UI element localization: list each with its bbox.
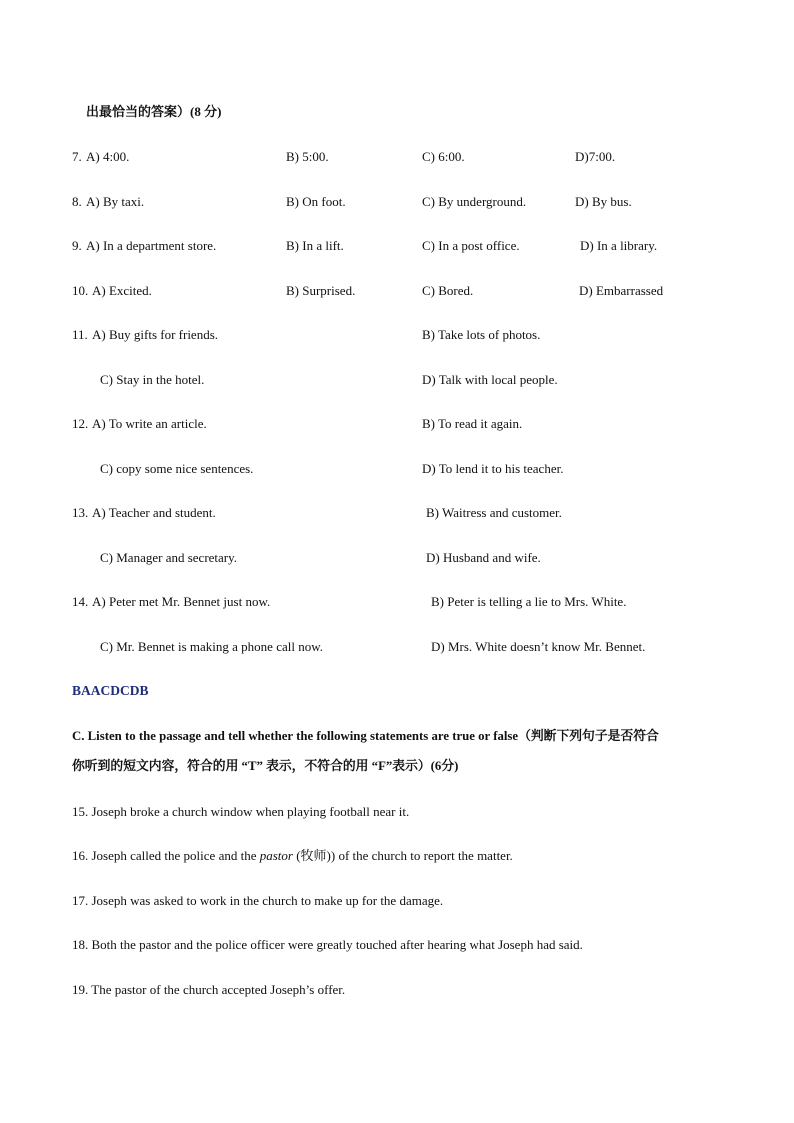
q12-number: 12. bbox=[72, 416, 89, 431]
q13-option-d: D) Husband and wife. bbox=[426, 550, 541, 565]
statement-15: 15. Joseph broke a church window when playing football near it. bbox=[72, 804, 410, 819]
q9-option-b: B) In a lift. bbox=[286, 238, 344, 253]
q8-option-b: B) On foot. bbox=[286, 194, 346, 209]
q8-number: 8. bbox=[72, 194, 82, 209]
q7-option-a: A) 4:00. bbox=[86, 149, 130, 164]
q9-option-a: A) In a department store. bbox=[86, 238, 217, 253]
q14-option-c: C) Mr. Bennet is making a phone call now. bbox=[100, 639, 324, 654]
q9-option-c: C) In a post office. bbox=[422, 238, 520, 253]
statement-17: 17. Joseph was asked to work in the church to make up for the damage. bbox=[72, 893, 444, 908]
q8-option-a: A) By taxi. bbox=[86, 194, 145, 209]
statement-16-text-after: (牧师)) of the church to report the matter. bbox=[292, 848, 513, 863]
q9-option-d: D) In a library. bbox=[580, 238, 658, 253]
statement-19: 19. The pastor of the church accepted Joseph’s offer. bbox=[72, 982, 346, 997]
statement-16 bbox=[72, 848, 513, 864]
q7-option-c: C) 6:00. bbox=[422, 149, 465, 164]
q10-option-b: B) Surprised. bbox=[286, 283, 356, 298]
q8-option-c: C) By underground. bbox=[422, 194, 527, 209]
q10-option-c: C) Bored. bbox=[422, 283, 474, 298]
q13-option-a: A) Teacher and student. bbox=[92, 505, 216, 520]
q8-option-d: D) By bus. bbox=[575, 194, 632, 209]
q7-number: 7. bbox=[72, 149, 82, 164]
q10-number: 10. bbox=[72, 283, 89, 298]
q10-option-a: A) Excited. bbox=[92, 283, 152, 298]
q13-option-b: B) Waitress and customer. bbox=[426, 505, 562, 520]
q9-number: 9. bbox=[72, 238, 82, 253]
q11-option-a: A) Buy gifts for friends. bbox=[92, 327, 219, 342]
statement-18: 18. Both the pastor and the police officer were greatly touched after hearing what Joseph had said. bbox=[72, 937, 583, 952]
q13-option-c: C) Manager and secretary. bbox=[100, 550, 238, 565]
answer-key-section-b: BAACDCDB bbox=[72, 683, 149, 698]
q14-option-a: A) Peter met Mr. Bennet just now. bbox=[92, 594, 271, 609]
q7-option-d: D)7:00. bbox=[575, 149, 616, 164]
q12-option-a: A) To write an article. bbox=[92, 416, 207, 431]
statement-16-text-before: 16. Joseph called the police and the bbox=[72, 848, 260, 863]
q10-option-d: D) Embarrassed bbox=[579, 283, 664, 298]
section-c-heading-line2: 你听到的短文内容，符合的用 “T” 表示，不符合的用 “F”表示）(6分) bbox=[72, 759, 459, 773]
q11-option-d: D) Talk with local people. bbox=[422, 372, 558, 387]
q13-number: 13. bbox=[72, 505, 89, 520]
q7-option-b: B) 5:00. bbox=[286, 149, 329, 164]
q11-number: 11. bbox=[72, 327, 88, 342]
q12-option-b: B) To read it again. bbox=[422, 416, 523, 431]
section-b-instruction-tail: 出最恰当的答案）(8 分) bbox=[86, 104, 222, 119]
q14-option-b: B) Peter is telling a lie to Mrs. White. bbox=[431, 594, 627, 609]
section-c-heading-line1: C. Listen to the passage and tell whether the following statements are true or false（判断下列句子是否符合 bbox=[72, 729, 659, 743]
statement-16-italic-word: pastor bbox=[259, 848, 293, 863]
q11-option-b: B) Take lots of photos. bbox=[422, 327, 541, 342]
q11-option-c: C) Stay in the hotel. bbox=[100, 372, 205, 387]
q12-option-d: D) To lend it to his teacher. bbox=[422, 461, 564, 476]
q12-option-c: C) copy some nice sentences. bbox=[100, 461, 254, 476]
q14-number: 14. bbox=[72, 594, 89, 609]
q14-option-d: D) Mrs. White doesn’t know Mr. Bennet. bbox=[431, 639, 646, 654]
